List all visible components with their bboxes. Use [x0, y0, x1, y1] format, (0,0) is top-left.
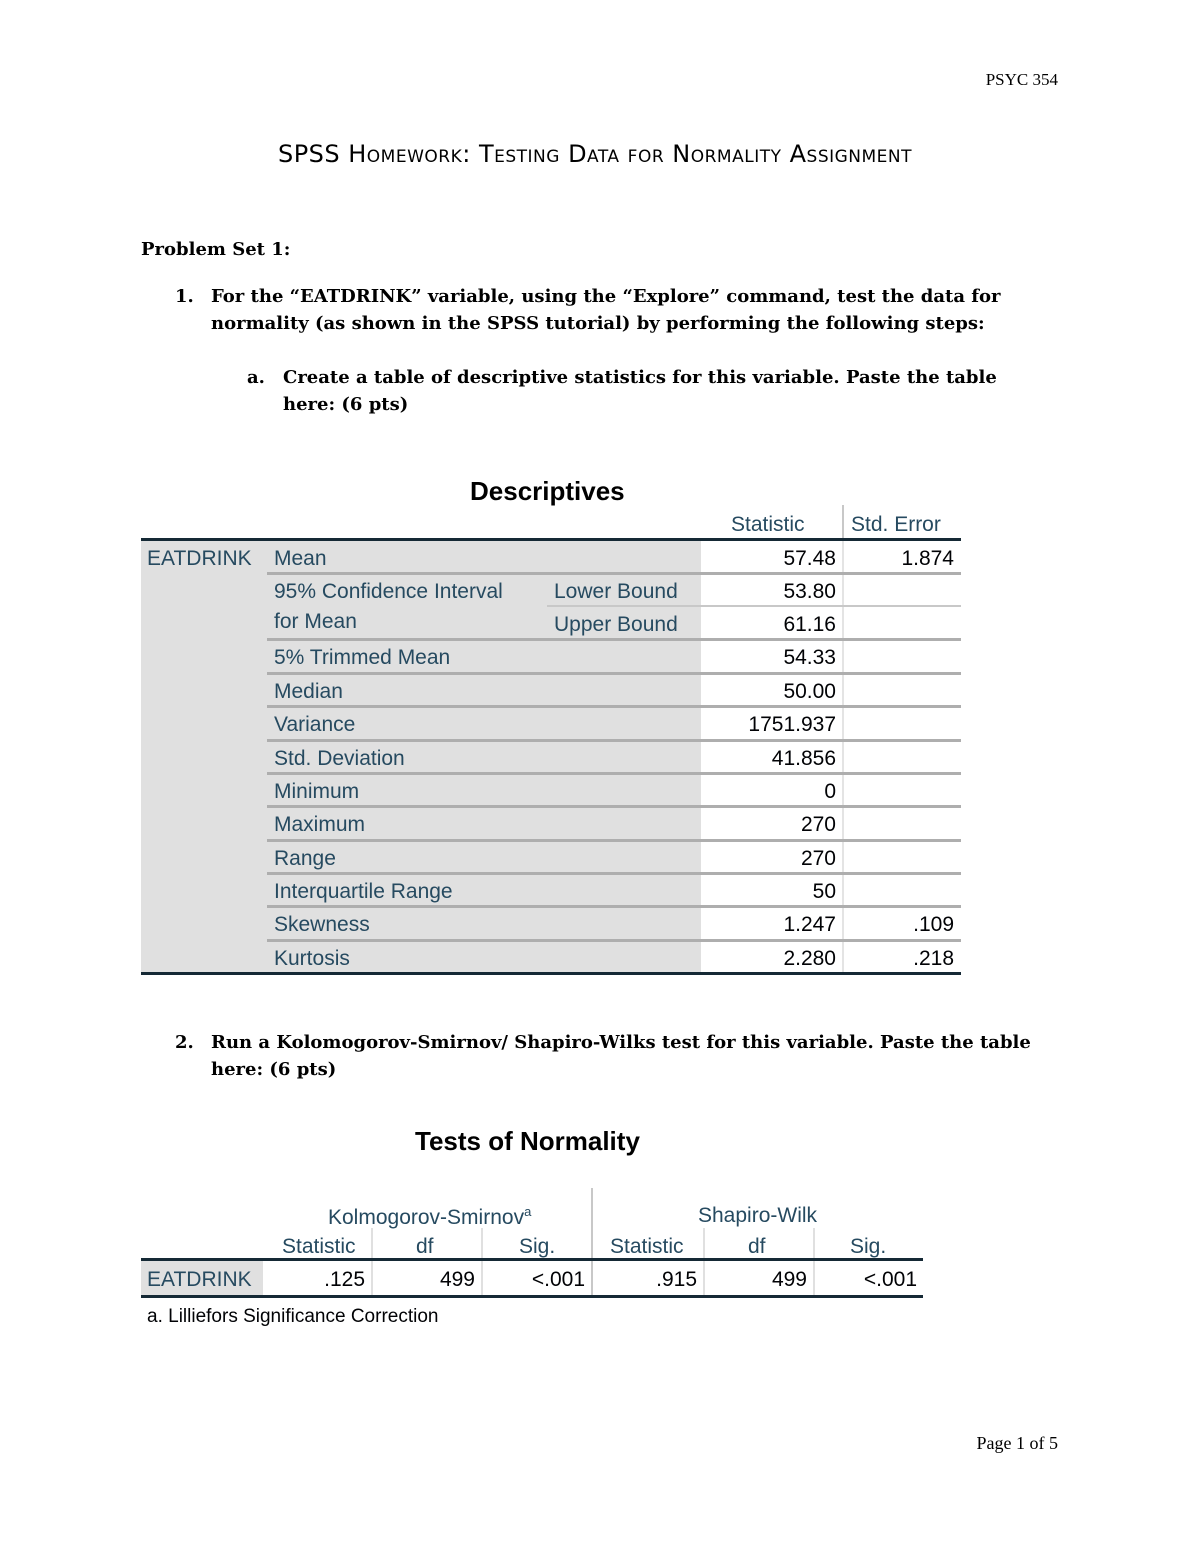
sw-statistic-value: .915 — [656, 1268, 697, 1291]
row-separator — [547, 605, 961, 607]
row-label-range: Range — [274, 847, 336, 870]
row-separator — [267, 572, 961, 575]
stat-variance: 1751.937 — [748, 713, 836, 736]
row-label-ci-line2: for Mean — [274, 610, 357, 633]
row-label-maximum: Maximum — [274, 813, 366, 836]
normality-bottom-border — [141, 1295, 923, 1298]
stat-skewness: 1.247 — [783, 913, 836, 936]
row-separator — [267, 772, 961, 775]
descriptives-title: Descriptives — [470, 476, 625, 506]
ks-statistic-value: .125 — [324, 1268, 365, 1291]
stat-median: 50.00 — [783, 680, 836, 703]
row-separator — [267, 638, 961, 641]
row-separator — [267, 872, 961, 875]
se-skewness: .109 — [913, 913, 954, 936]
normality-table — [141, 1188, 923, 1300]
row-label-kurtosis: Kurtosis — [274, 947, 350, 970]
document-title — [0, 140, 1190, 168]
normality-footnote: a. Lilliefors Significance Correction — [147, 1306, 439, 1327]
col-header-std-error: Std. Error — [851, 513, 941, 536]
question-1a-letter: a. — [247, 367, 265, 388]
row-label-trimmed-mean: 5% Trimmed Mean — [274, 646, 451, 669]
table-top-border — [141, 538, 961, 541]
stat-upper-bound: 61.16 — [783, 613, 836, 636]
stat-kurtosis: 2.280 — [783, 947, 836, 970]
row-label-std-deviation: Std. Deviation — [274, 747, 405, 770]
subheader-sw-sig: Sig. — [850, 1235, 887, 1258]
row-separator — [267, 839, 961, 842]
question-2-text: Run a Kolomogorov-Smirnov/ Shapiro-Wilks test for this variable. Paste the table here: (6 pts) — [211, 1032, 1031, 1080]
question-1 — [175, 283, 1041, 337]
stat-trimmed-mean: 54.33 — [783, 646, 836, 669]
row-label-iqr: Interquartile Range — [274, 880, 453, 903]
document-title-text: SPSS Homework: Testing Data for Normality Assignment — [277, 140, 913, 168]
variable-label: EATDRINK — [147, 547, 252, 570]
row-separator — [267, 805, 961, 808]
row-separator — [267, 705, 961, 708]
row-label-skewness: Skewness — [274, 913, 370, 936]
stat-range: 270 — [800, 847, 836, 870]
row-label-shade — [141, 539, 267, 973]
se-mean: 1.874 — [901, 547, 954, 570]
course-header: PSYC 354 — [985, 70, 1058, 89]
subheader-ks-statistic: Statistic — [282, 1235, 356, 1258]
row-label-variance: Variance — [274, 713, 356, 736]
question-1-text: For the “EATDRINK” variable, using the “Explore” command, test the data for normality (as shown in the SPSS tutorial) by performing the following steps: — [211, 286, 1001, 334]
subheader-sw-df: df — [748, 1235, 766, 1258]
normality-title: Tests of Normality — [415, 1126, 640, 1156]
question-2 — [175, 1029, 1041, 1083]
page-number: Page 1 of 5 — [976, 1433, 1058, 1453]
row-separator — [267, 739, 961, 742]
ks-footnote-marker: a — [524, 1204, 532, 1219]
subheader-ks-df: df — [416, 1235, 434, 1258]
problem-set-label: Problem Set 1: — [141, 239, 291, 260]
question-1-number: 1. — [175, 286, 194, 307]
ks-group-label: Kolmogorov-Smirnov — [328, 1206, 525, 1229]
question-1a — [247, 364, 1053, 418]
stat-lower-bound: 53.80 — [783, 580, 836, 603]
row-label-lower-bound: Lower Bound — [554, 580, 678, 603]
row-label-mean: Mean — [274, 547, 327, 570]
row-label-upper-bound: Upper Bound — [554, 613, 678, 636]
stat-std-deviation: 41.856 — [771, 747, 836, 770]
sw-sig-value: <.001 — [863, 1268, 917, 1291]
ks-sig-value: <.001 — [531, 1268, 585, 1291]
normality-variable-label: EATDRINK — [147, 1268, 252, 1291]
row-separator — [267, 905, 961, 908]
subheader-sw-statistic: Statistic — [610, 1235, 684, 1258]
row-label-ci-line1: 95% Confidence Interval — [274, 580, 503, 603]
row-label-minimum: Minimum — [274, 780, 360, 803]
question-1a-text: Create a table of descriptive statistics for this variable. Paste the table here: (6 pts) — [283, 367, 997, 415]
stat-maximum: 270 — [800, 813, 836, 836]
header-divider — [842, 505, 844, 539]
se-kurtosis: .218 — [913, 947, 954, 970]
row-label-median: Median — [274, 680, 343, 703]
table-bottom-border — [141, 972, 961, 975]
stat-mean: 57.48 — [783, 547, 836, 570]
question-2-number: 2. — [175, 1032, 194, 1053]
row-separator — [267, 672, 961, 675]
stat-iqr: 50 — [812, 880, 836, 903]
stat-minimum: 0 — [824, 780, 836, 803]
row-separator — [267, 939, 961, 942]
descriptives-table — [141, 505, 961, 975]
ks-group-header — [328, 1204, 531, 1230]
sw-df-value: 499 — [771, 1268, 807, 1291]
sw-group-header: Shapiro-Wilk — [698, 1204, 818, 1227]
ks-df-value: 499 — [439, 1268, 475, 1291]
subheader-ks-sig: Sig. — [519, 1235, 556, 1258]
col-header-statistic: Statistic — [731, 513, 805, 536]
